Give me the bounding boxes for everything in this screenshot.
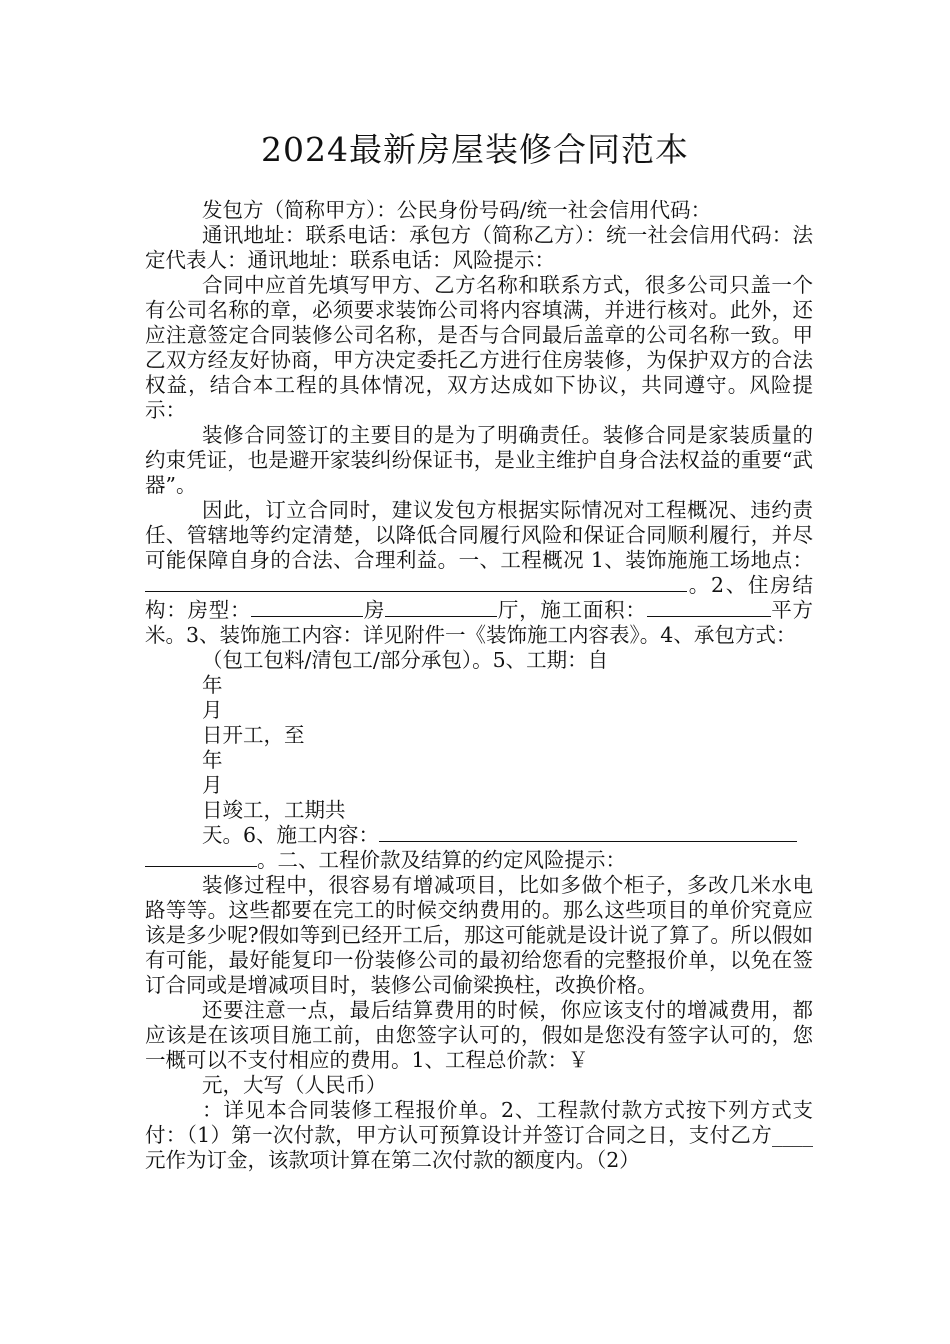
paragraph-project-overview [145, 498, 813, 648]
deposit-blank: ____ [772, 1123, 813, 1147]
paragraph-settlement: 还要注意一点，最后结算费用的时候，你应该支付的增减费用，都应该是在该项目施工前，由您签字认可的，假如是您没有签字认可的，您一概可以不支付相应的费用。1、工程总价款：￥ [145, 998, 813, 1072]
end-day-line: 日竣工，工期共 [202, 798, 346, 822]
payment-text: ：详见本合同装修工程报价单。2、工程款付款方式按下列方式支付：（1）第一次付款，甲方认可预算设计并签订合同之日，支付乙方 [145, 1098, 813, 1147]
construction-content-blank [379, 823, 797, 842]
site-address-blank [145, 573, 635, 592]
payment-text-cont: 元作为订金，该款项计算在第二次付款的额度内。（2） [145, 1148, 640, 1172]
end-year-line: 年 [202, 748, 223, 772]
rooms-blank [251, 598, 363, 617]
document-title: 2024最新房屋装修合同范本 [261, 130, 689, 169]
construction-content-line [145, 823, 813, 848]
halls-blank [385, 598, 497, 617]
overview-text: 因此，订立合同时，建议发包方根据实际情况对工程概况、违约责任、管辖地等约定清楚，以降低合同履行风险和保证合同顺利履行，并尽可能保障自身的合法、合理利益。一、工程概况 1、装饰施施工场地点： [145, 498, 813, 572]
construction-content-blank-cont [145, 848, 257, 867]
document-body [145, 198, 813, 1173]
start-month-line: 月 [202, 698, 223, 722]
amount-words-line: 元，大写（人民币） [202, 1073, 387, 1097]
paragraph-contact-info: 通讯地址：联系电话：承包方（简称乙方）：统一社会信用代码：法定代表人：通讯地址：联系电话：风险提示： [145, 223, 813, 272]
overview-room-text: 房 [363, 598, 386, 622]
paragraph-added-items: 装修过程中，很容易有增减项目，比如多做个柜子，多改几米水电路等等。这些都要在完工的时候交纳费用的。那么这些项目的单价究竟应该是多少呢?假如等到已经开工后，那这可能就是设计说了算了。所以假如有可能，最好能复印一份装修公司的最初给您看的完整报价单，以免在签订合同或是增减项目时，装修公司偷梁换柱，改换价格。 [145, 873, 813, 997]
start-day-line: 日开工，至 [202, 723, 305, 747]
contract-type-line: （包工包料/清包工/部分承包）。5、工期：自 [202, 648, 609, 672]
paragraph-payment-method [145, 1098, 813, 1173]
paragraph-contract-purpose: 装修合同签订的主要目的是为了明确责任。装修合同是家装质量的约束凭证，也是避开家装纠纷保证书，是业主维护自身合法权益的重要“武器”。 [145, 423, 813, 497]
paragraph-risk-names: 合同中应首先填写甲方、乙方名称和联系方式，很多公司只盖一个有公司名称的章，必须要求装饰公司将内容填满，并进行核对。此外，还应注意签定合同装修公司名称，是否与合同最后盖章的公司名称一致。甲乙双方经友好协商，甲方决定委托乙方进行住房装修，为保护双方的合法权益，结合本工程的具体情况，双方达成如下协议，共同遵守。风险提示： [145, 273, 813, 422]
overview-scope-text: 平方米。3、装饰施工内容：详见附件一《装饰施工内容表》。4、承包方式： [145, 598, 814, 647]
overview-hall-text: 厅，施工面积： [497, 598, 647, 622]
construction-content-label: 天。6、施工内容： [202, 823, 380, 847]
paragraph-party-a: 发包方（简称甲方）：公民身份号码/统一社会信用代码： [202, 198, 712, 222]
end-month-line: 月 [202, 773, 223, 797]
site-address-blank-cont [635, 573, 687, 592]
start-year-line: 年 [202, 673, 223, 697]
area-blank [647, 598, 771, 617]
price-heading-text: 。二、工程价款及结算的约定风险提示： [257, 848, 626, 872]
overview-structure-text: 。2、住房结构：房型： [145, 573, 813, 622]
paragraph-price-heading [145, 848, 813, 873]
